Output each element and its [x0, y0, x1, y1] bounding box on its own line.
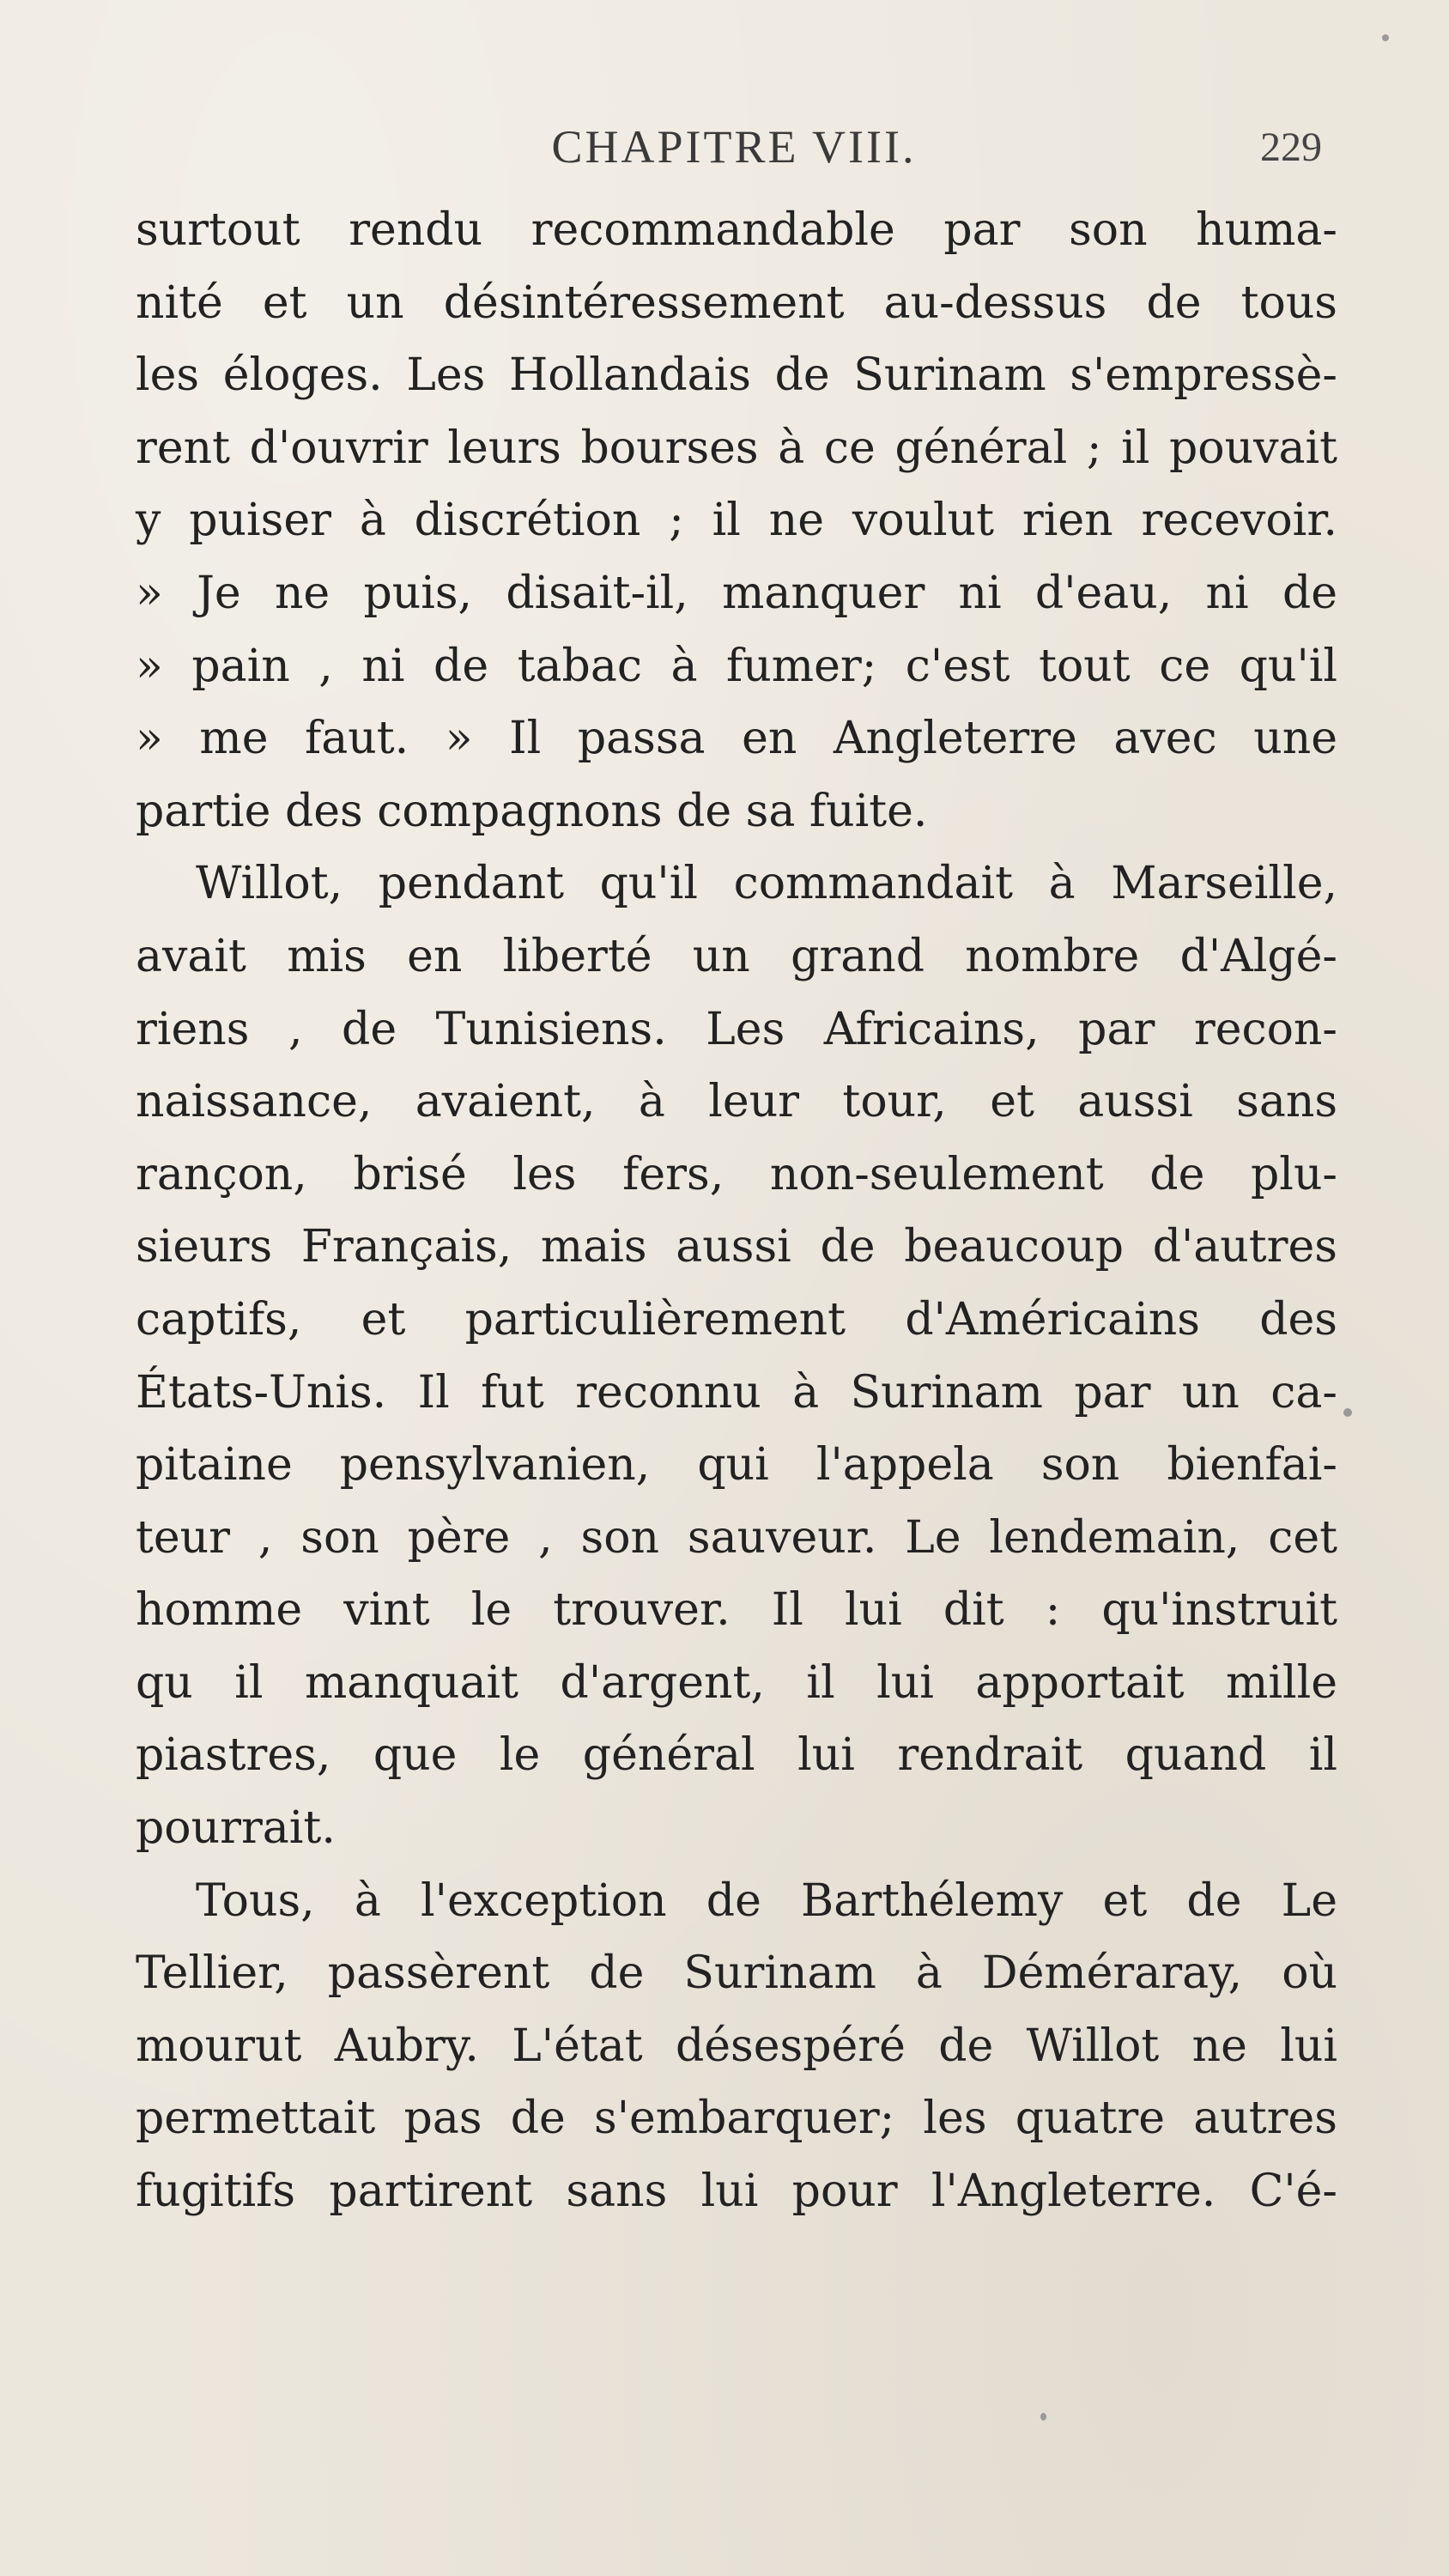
- text-line: États-Unis. Il fut reconnu à Surinam par un ca-: [136, 1366, 1337, 1419]
- text-line: riens , de Tunisiens. Les Africains, par recon-: [136, 1003, 1337, 1055]
- text-line: piastres, que le général lui rendrait quand il: [136, 1729, 1337, 1782]
- paragraph-first-line: Willot, pendant qu'il commandait à Marseille,: [196, 858, 1337, 910]
- text-line: qu il manquait d'argent, il lui apportait mille: [136, 1656, 1337, 1709]
- text-line: » Je ne puis, disait-il, manquer ni d'eau, ni de: [136, 567, 1337, 619]
- text-line: sieurs Français, mais aussi de beaucoup d'autres: [136, 1221, 1337, 1273]
- text-line: les éloges. Les Hollandais de Surinam s'empressè-: [136, 349, 1337, 402]
- text-line: pitaine pensylvanien, qui l'appela son bienfai-: [136, 1439, 1337, 1492]
- text-line: surtout rendu recommandable par son huma-: [136, 204, 1337, 256]
- paper-speck: [1040, 2413, 1046, 2421]
- running-title: CHAPITRE VIII.: [551, 121, 917, 173]
- text-line: nité et un désintéressement au-dessus de tous: [136, 276, 1337, 329]
- paragraph-first-line: Tous, à l'exception de Barthélemy et de Le: [196, 1874, 1337, 1927]
- paragraph-last-line: partie des compagnons de sa fuite.: [136, 785, 928, 837]
- text-line: fugitifs partirent sans lui pour l'Angleterre. C'é-: [136, 2166, 1337, 2218]
- paragraph-last-line: pourrait.: [136, 1802, 336, 1855]
- text-line: » pain , ni de tabac à fumer; c'est tout ce qu'il: [136, 640, 1337, 692]
- paper-speck: [1343, 1408, 1352, 1417]
- text-line: rançon, brisé les fers, non-seulement de plu-: [136, 1148, 1337, 1200]
- text-line: captifs, et particulièrement d'Américains des: [136, 1293, 1337, 1346]
- text-line: permettait pas de s'embarquer; les quatre autres: [136, 2093, 1337, 2145]
- text-line: homme vint le trouver. Il lui dit : qu'instruit: [136, 1584, 1337, 1637]
- text-line: avait mis en liberté un grand nombre d'Algé-: [136, 930, 1337, 982]
- paper-speck: [1382, 34, 1389, 41]
- body-text: [136, 194, 1337, 2228]
- text-line: teur , son père , son sauveur. Le lendemain, cet: [136, 1511, 1337, 1564]
- page-header: [129, 120, 1339, 189]
- text-line: mourut Aubry. L'état désespéré de Willot ne lui: [136, 2020, 1337, 2072]
- text-line: » me faut. » Il passa en Angleterre avec une: [136, 713, 1337, 765]
- text-line: naissance, avaient, à leur tour, et aussi sans: [136, 1076, 1337, 1128]
- text-line: y puiser à discrétion ; il ne voulut rien recevoir.: [136, 495, 1337, 547]
- page-number: 229: [1260, 125, 1322, 170]
- text-line: Tellier, passèrent de Surinam à Déméraray, où: [136, 1947, 1337, 2000]
- text-line: rent d'ouvrir leurs bourses à ce général ; il pouvait: [136, 422, 1337, 474]
